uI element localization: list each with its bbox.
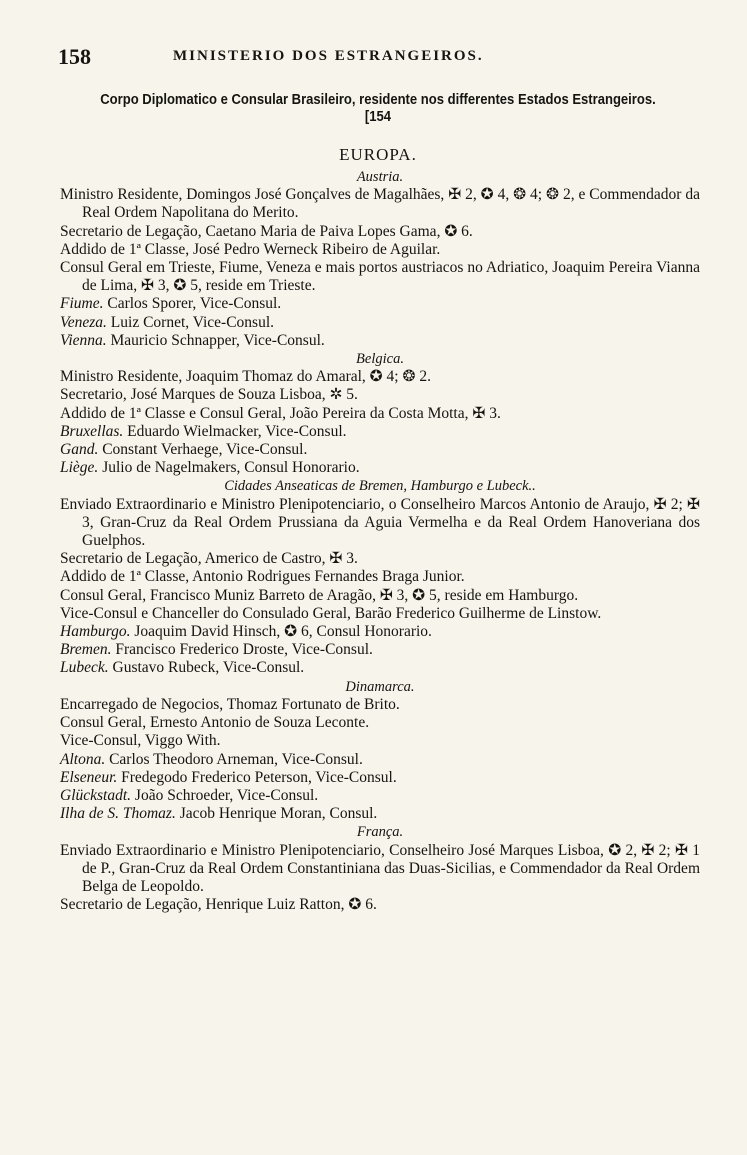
entry: Consul Geral, Ernesto Antonio de Souza Leconte. — [60, 714, 370, 732]
entry: Addido de 1ª Classe, Antonio Rodrigues Fernandes Braga Junior. — [60, 568, 465, 586]
page-header — [58, 44, 698, 70]
entry: Addido de 1ª Classe e Consul Geral, João Pereira da Costa Motta, ✠ 3. — [60, 404, 501, 422]
entry — [60, 641, 700, 659]
entry-text: Francisco Frederico Droste, Vice-Consul. — [115, 641, 373, 659]
place-name: Fiume. — [60, 295, 104, 313]
entry — [60, 769, 700, 787]
entry-text: Fredegodo Frederico Peterson, Vice-Consul. — [121, 768, 397, 786]
entry-text: Luiz Cornet, Vice-Consul. — [110, 313, 275, 331]
entry: Secretario de Legação, Henrique Luiz Ratton, ✪ 6. — [60, 896, 377, 914]
entry — [60, 623, 700, 641]
entry: Vice-Consul e Chanceller do Consulado Geral, Barão Frederico Guilherme de Linstow. — [60, 604, 602, 622]
entry-text: Joaquim David Hinsch, ✪ 6, Consul Honorario. — [134, 623, 432, 641]
entry: Encarregado de Negocios, Thomaz Fortunato de Brito. — [60, 695, 400, 713]
entry: Enviado Extraordinario e Ministro Plenipotenciario, o Conselheiro Marcos Antonio de Araujo, ✠ 2; ✠ 3, Gran-Cruz da Real Ordem Prussiana da Aguia Vermelha e da Real Ordem Hanoveriana dos Guelphos. — [60, 495, 700, 550]
entry: Ministro Residente, Joaquim Thomaz do Amaral, ✪ 4; ❂ 2. — [60, 368, 431, 386]
entry — [60, 459, 700, 477]
section-heading-cidades-anseaticas: Cidades Anseaticas de Bremen, Hamburgo e Lubeck.. — [224, 478, 536, 495]
entry: Secretario de Legação, Caetano Maria de Paiva Lopes Gama, ✪ 6. — [60, 222, 473, 240]
entry — [60, 441, 700, 459]
section-heading-austria: Austria. — [356, 169, 404, 185]
place-name: Gand. — [60, 441, 99, 459]
entry — [60, 332, 700, 350]
entry-text: Gustavo Rubeck, Vice-Consul. — [112, 659, 305, 677]
entry-text: Constant Verhaege, Vice-Consul. — [102, 441, 308, 459]
entry: Ministro Residente, Domingos José Gonçalves de Magalhães, ✠ 2, ✪ 4, ❂ 4; ❂ 2, e Commendador da Real Ordem Napolitana do Merito. — [60, 186, 700, 222]
block-title: Corpo Diplomatico e Consular Brasileiro, residente nos differentes Estados Estrangeiros. [154 — [100, 92, 656, 125]
entry: Secretario de Legação, Americo de Castro, ✠ 3. — [60, 550, 358, 568]
place-name: Ilha de S. Thomaz. — [60, 805, 176, 823]
entry: Consul Geral em Trieste, Fiume, Veneza e mais portos austriacos no Adriatico, Joaquim Pereira Vianna de Lima, ✠ 3, ✪ 5, reside em Trieste. — [60, 259, 700, 295]
place-name: Bruxellas. — [60, 422, 124, 440]
entry: Addido de 1ª Classe, José Pedro Werneck Ribeiro de Aguilar. — [60, 240, 441, 258]
place-name: Liège. — [60, 459, 99, 477]
entry-text: Eduardo Wielmacker, Vice-Consul. — [127, 422, 347, 440]
entry — [60, 751, 700, 769]
entry — [60, 295, 700, 313]
place-name: Elseneur. — [60, 768, 118, 786]
entry: Consul Geral, Francisco Muniz Barreto de Aragão, ✠ 3, ✪ 5, reside em Hamburgo. — [60, 586, 579, 604]
region-heading: EUROPA. — [339, 145, 417, 164]
entry — [60, 805, 700, 823]
place-name: Altona. — [60, 750, 106, 768]
entry — [60, 787, 700, 805]
entry-text: Mauricio Schnapper, Vice-Consul. — [110, 331, 325, 349]
section-heading-dinamarca: Dinamarca. — [345, 678, 415, 695]
entry-text: Julio de Nagelmakers, Consul Honorario. — [102, 459, 360, 477]
entry-text: Jacob Henrique Moran, Consul. — [179, 805, 378, 823]
entry: Vice-Consul, Viggo With. — [60, 732, 221, 750]
place-name: Hamburgo. — [60, 623, 131, 641]
section-heading-franca: França. — [356, 824, 404, 841]
entry — [60, 423, 700, 441]
place-name: Veneza. — [60, 313, 107, 331]
directory-body — [60, 168, 700, 914]
entry: Enviado Extraordinario e Ministro Plenipotenciario, Conselheiro José Marques Lisboa, ✪ 2, ✠ 2; ✠ 1 de P., Gran-Cruz da Real Ordem Constantiniana das Duas-Sicilias, e Commendador da Real Ordem Belga de Leopoldo. — [60, 841, 700, 895]
entry-text: Carlos Sporer, Vice-Consul. — [107, 295, 282, 313]
place-name: Bremen. — [60, 641, 112, 659]
entry-text: Carlos Theodoro Arneman, Vice-Consul. — [109, 750, 363, 768]
entry-text: João Schroeder, Vice-Consul. — [134, 786, 319, 804]
entry — [60, 314, 700, 332]
place-name: Vienna. — [60, 331, 107, 349]
page-number: 158 — [58, 44, 91, 69]
running-head: MINISTERIO DOS ESTRANGEIROS. — [173, 48, 484, 64]
place-name: Glückstadt. — [60, 786, 132, 804]
entry — [60, 659, 700, 677]
section-heading-belgica: Belgica. — [356, 351, 404, 368]
entry: Secretario, José Marques de Souza Lisboa, ✲ 5. — [60, 386, 358, 404]
place-name: Lubeck. — [60, 659, 109, 677]
